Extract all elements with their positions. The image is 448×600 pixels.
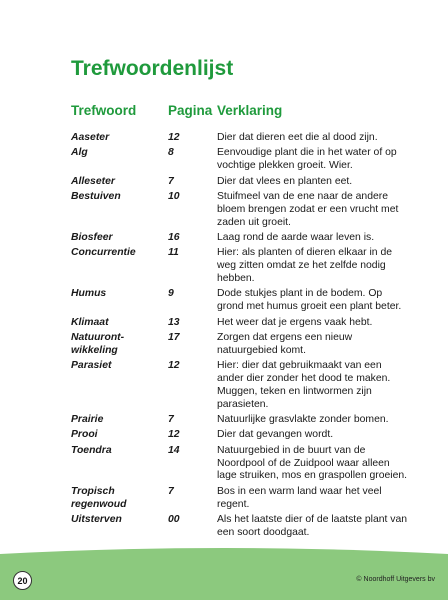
entry-explanation: Als het laatste dier of de laatste plant van een soort doodgaat. [217, 514, 408, 538]
entry-page: 7 [168, 175, 174, 187]
entry-term: Tropisch regenwoud [71, 485, 127, 510]
entry-explanation: Hier: als planten of dieren elkaar in de weg zitten omdat ze het zelfde nodig hebben. [217, 247, 393, 284]
entry-page: 00 [168, 514, 180, 525]
entry-term: Alg [71, 147, 88, 159]
entry-term: Alleseter [71, 175, 115, 187]
glossary-entry [71, 191, 421, 229]
entry-term: Toendra [71, 444, 112, 456]
entry-page: 12 [168, 429, 180, 441]
entry-page: 7 [168, 485, 174, 497]
glossary-entry [71, 360, 421, 411]
entry-explanation: Dier dat vlees en planten eet. [217, 175, 353, 187]
glossary-entry [71, 429, 421, 442]
entry-page: 8 [168, 147, 174, 159]
glossary-entry [71, 132, 421, 145]
glossary-entry [71, 317, 421, 330]
entry-page: 7 [168, 414, 174, 425]
entry-explanation: Dier dat gevangen wordt. [217, 429, 334, 441]
entry-explanation: Natuurgebied in de buurt van de Noordpool of de Zuidpool waar alleen lage struiken, mos en graspollen groeien. [217, 444, 408, 482]
entry-page: 12 [168, 132, 180, 143]
entry-page: 10 [168, 191, 180, 202]
entry-page: 9 [168, 288, 174, 300]
entry-term: Humus [71, 288, 107, 300]
entry-explanation: Dode stukjes plant in de bodem. Op grond met humus groeit een plant beter. [217, 288, 402, 313]
page-title: Trefwoordenlijst [71, 57, 234, 80]
entry-explanation: Hier: dier dat gebruikmaakt van een ander dier zonder het dood te maken. Muggen, teken en lintwormen zijn parasieten. [217, 360, 391, 410]
glossary-entry [71, 486, 421, 512]
entry-term: Klimaat [71, 316, 109, 328]
entry-term: Prooi [71, 429, 98, 441]
glossary-entry [71, 288, 421, 314]
glossary-entry [71, 414, 421, 427]
entry-page: 13 [168, 316, 180, 328]
footer-green-band [0, 544, 448, 600]
entry-term: Parasiet [71, 360, 112, 372]
entry-explanation: Stuifmeel van de ene naar de andere bloem brengen zodat er een vrucht met zaden uit groeit. [217, 191, 399, 228]
entry-explanation: Natuurlijke grasvlakte zonder bomen. [217, 414, 389, 425]
entry-page: 14 [168, 444, 180, 456]
entry-term: Concurrentie [71, 247, 136, 259]
entry-term: Uitsterven [71, 514, 122, 525]
entry-page: 12 [168, 360, 180, 372]
glossary-entry [71, 514, 421, 540]
entry-term: Prairie [71, 414, 104, 425]
glossary-entry [71, 247, 421, 285]
entry-term: Aaseter [71, 132, 110, 143]
glossary-entry [71, 232, 421, 245]
column-header-term: Trefwoord [71, 103, 137, 118]
entry-term: Bestuiven [71, 191, 121, 202]
column-header-page: Pagina [168, 103, 213, 118]
glossary-entry [71, 332, 421, 358]
entry-explanation: Eenvoudige plant die in het water of op vochtige plekken groeit. Wier. [217, 147, 397, 172]
entry-explanation: Dier dat dieren eet die al dood zijn. [217, 132, 378, 143]
entry-term: Natuuront- wikkeling [71, 332, 125, 356]
glossary-entry [71, 445, 421, 483]
entry-explanation: Zorgen dat ergens een nieuw natuurgebied komt. [217, 332, 353, 356]
entry-explanation: Laag rond de aarde waar leven is. [217, 232, 375, 243]
glossary-entry [71, 147, 421, 173]
glossary-entry [71, 176, 421, 189]
copyright-notice: © Noordhoff Uitgevers bv [356, 576, 435, 583]
page-number-badge: 20 [13, 571, 32, 590]
entry-term: Biosfeer [71, 232, 113, 243]
column-header-explanation: Verklaring [217, 103, 283, 118]
entry-page: 16 [168, 232, 180, 243]
entry-page: 17 [168, 332, 180, 343]
entry-page: 11 [168, 247, 179, 259]
entry-explanation: Het weer dat je ergens vaak hebt. [217, 316, 373, 328]
entry-explanation: Bos in een warm land waar het veel regent. [217, 485, 382, 510]
